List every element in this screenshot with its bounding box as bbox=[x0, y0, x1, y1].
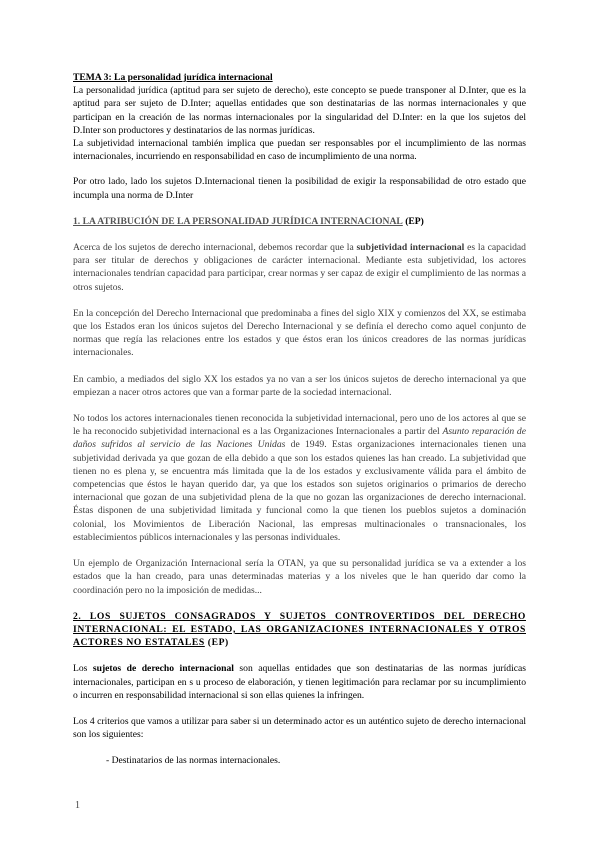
section-2-paragraph-1: Los sujetos de derecho internacional son aquellas entidades que son destinatarias de las normas jurídicas internacionales, participan en s u proceso de elaboración, y tienen legitimación para reclamar por su incumplimiento o incurren en responsabilidad internacional si son ellas quienes la infringen. bbox=[73, 663, 526, 701]
tema-paragraph-1: La personalidad jurídica (aptitud para ser sujeto de derecho), este concepto se puede transponer al D.Inter, que es la aptitud para ser sujeto de D.Inter; aquellas entidades que son destinatarias de las normas internacionales y que participan en la creación de las normas internacionales por la singularidad del D.Inter: en la que los sujetos del D.Inter son productores y destinatarios de las normas jurídicas. bbox=[73, 85, 526, 136]
section-2-heading: 2. LOS SUJETOS CONSAGRADOS Y SUJETOS CONTROVERTIDOS DEL DERECHO INTERNACIONAL: EL ESTADO, LAS ORGANIZACIONES INTERNACIONALES Y OTROS ACTORES NO ESTATALES (EP) bbox=[73, 610, 526, 649]
page-number: 1 bbox=[75, 800, 80, 811]
section-2-paragraph-2: Los 4 criterios que vamos a utilizar para saber si un determinado actor es un auténtico sujeto de derecho internacional son los siguientes: bbox=[73, 715, 526, 741]
section-2-tag: (EP) bbox=[207, 637, 229, 649]
section-1-paragraph-4: No todos los actores internacionales tienen reconocida la subjetividad internacional, pero uno de los actores al que se le ha reconocido subjetividad internacional es a las Organizaciones Internacionales a partir del Asunto reparación de daños sufridos al servicio de las Naciones Unidas de 1949. Estas organizaciones internacionales tienen una subjetividad derivada ya que gozan de ella debido a que son los estados quienes las han creado. La subjetividad que tienen no es plena y, se encuentra más limitada que la de los estados y exclusivamente válida para el ámbito de competencias que éstos le hayan querido dar, ya que los estados son sujetos originarios o primarios de derecho internacional que gozan de una subjetividad plena de la que no gozan las organizaciones de derecho internacional. Éstas disponen de una subjetividad limitada y funcional como la que tienen los pueblos sujetos a dominación colonial, los Movimientos de Liberación Nacional, las empresas multinacionales o transnacionales, los establecimientos públicos internacionales y las personas individuales. bbox=[73, 413, 527, 543]
tema-paragraph-3: Por otro lado, lado los sujetos D.Internacional tienen la posibilidad de exigir la responsabilidad de otro estado que incumpla una norma de D.Inter bbox=[73, 176, 526, 201]
section-1-paragraph-1: Acerca de los sujetos de derecho internacional, debemos recordar que la subjetividad internacional es la capacidad para ser titular de derechos y obligaciones de carácter internacional. Mediante esta subjetividad, los actores internacionales tendrían capacidad para participar, crear normas y ser capaz de exigir el cumplimiento de las normas a otros sujetos. bbox=[73, 242, 526, 293]
bullet-item: - Destinatarios de las normas internacionales. bbox=[106, 755, 281, 767]
section-1-paragraph-3: En cambio, a mediados del siglo XX los estados ya no van a ser los únicos sujetos de derecho internacional ya que empiezan a nacer otros actores que van a formar parte de la sociedad internacional. bbox=[73, 373, 526, 398]
section-1-paragraph-2: En la concepción del Derecho Internacional que predominaba a fines del siglo XIX y comienzos del XX, se estimaba que los Estados eran los únicos sujetos del Derecho Internacional y se definía el derecho como aquel conjunto de normas que regía las relaciones entre los estados y que éstos eran los únicos creadores de las normas jurídicas internacionales. bbox=[73, 307, 526, 359]
tema-paragraph-2: La subjetividad internacional también implica que puedan ser responsables por el incumplimiento de las normas internacionales, incurriendo en responsabilidad en caso de incumplimiento de una norma. bbox=[73, 138, 526, 163]
section-1-paragraph-5: Un ejemplo de Organización Internacional sería la OTAN, ya que su personalidad jurídica se va a extender a los estados que la han creado, para unas determinadas materias y a los niveles que le han querido dar como la coordinación pero no la imposición de medidas... bbox=[73, 558, 526, 596]
document-page bbox=[73, 71, 526, 768]
section-1-tag: (EP) bbox=[405, 215, 424, 227]
section-1-heading: 1. LA ATRIBUCIÓN DE LA PERSONALIDAD JURÍDICA INTERNACIONAL (EP) bbox=[73, 215, 424, 227]
tema-title: TEMA 3: La personalidad jurídica internacional bbox=[73, 72, 273, 83]
